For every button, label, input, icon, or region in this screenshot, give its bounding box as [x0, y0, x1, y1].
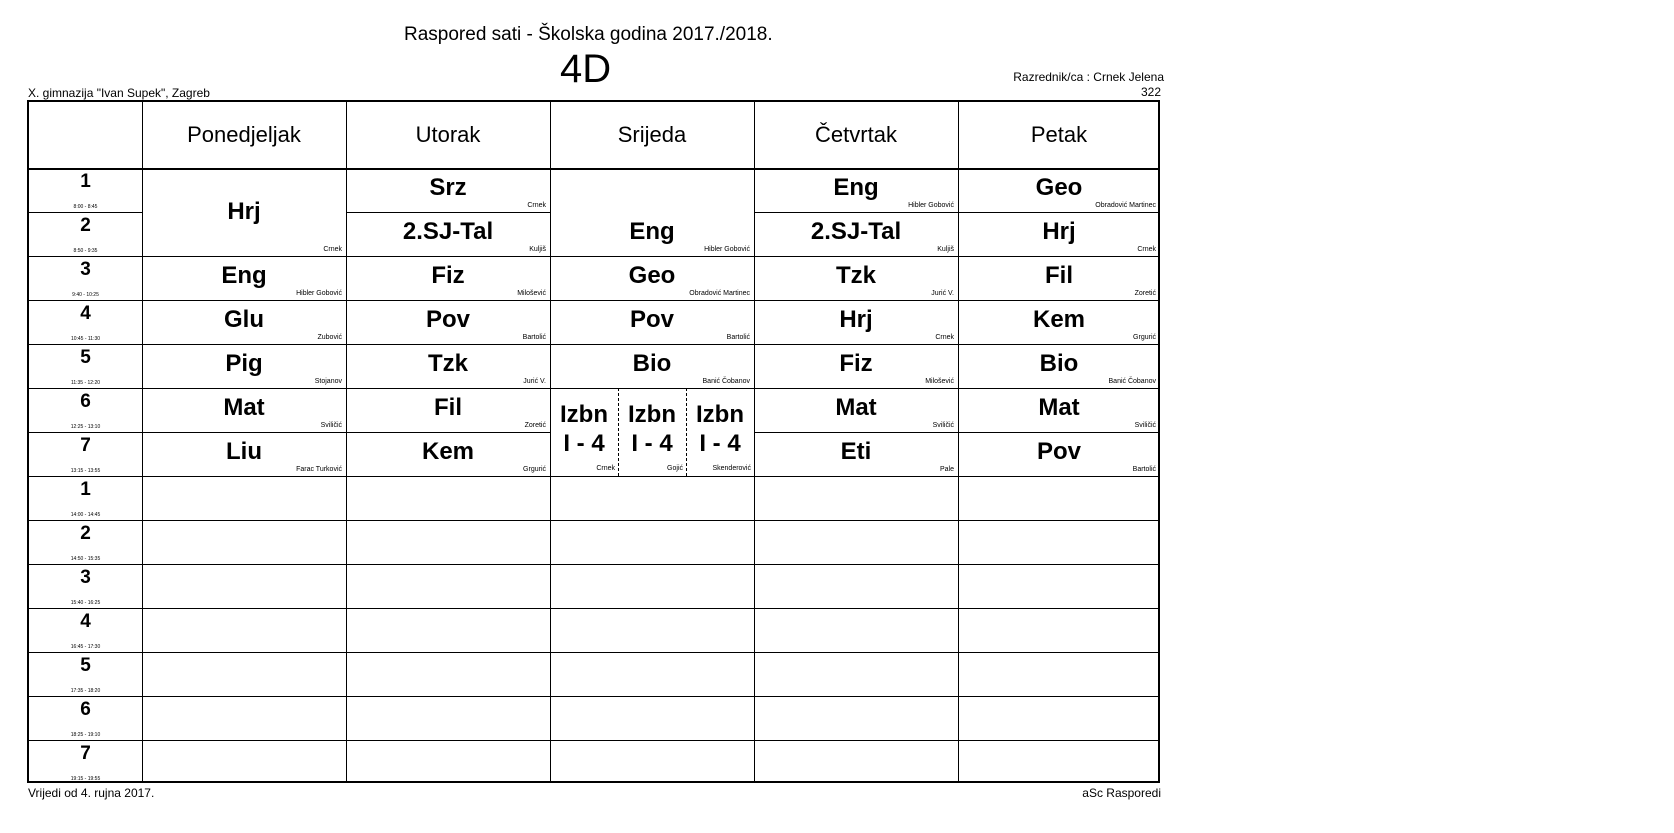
- lesson-subject: Kem: [421, 438, 475, 465]
- period-time: 18:25 - 19:10: [70, 732, 101, 738]
- page-title: Raspored sati - Školska godina 2017./2018.: [404, 24, 773, 45]
- day-header-monday: Ponedjeljak: [187, 122, 301, 147]
- lesson-teacher: Banić Čobanov: [1108, 378, 1156, 385]
- period-cell: [29, 388, 142, 432]
- lesson-teacher: Sviličić: [1134, 422, 1156, 429]
- period-cell: [29, 432, 142, 476]
- period-cell: [29, 476, 142, 520]
- period-cell: [29, 740, 142, 784]
- lesson-teacher: Sviličić: [932, 422, 954, 429]
- lesson-cell: [958, 388, 1160, 432]
- lesson-cell: [754, 344, 958, 388]
- lesson-cell: [142, 256, 346, 300]
- valid-from-note: Vrijedi od 4. rujna 2017.: [28, 786, 155, 800]
- lesson-subject: Srz: [429, 174, 467, 201]
- lesson-teacher: Stojanov: [314, 378, 342, 385]
- lesson-teacher: Crnek: [1137, 246, 1156, 253]
- lesson-teacher: Milošević: [925, 378, 954, 385]
- lesson-subject: Pov: [629, 306, 674, 333]
- lesson-teacher: Crnek: [323, 246, 342, 253]
- lesson-teacher: Kuljiš: [529, 246, 546, 253]
- day-header-friday: Petak: [1030, 122, 1088, 147]
- lesson-teacher: Obradović Martinec: [689, 290, 750, 297]
- lesson-teacher: Kuljiš: [937, 246, 954, 253]
- lesson-cell: [346, 300, 550, 344]
- lesson-teacher: Grgurić: [523, 466, 546, 473]
- lesson-subject: Fil: [434, 394, 462, 421]
- period-time: 9:40 - 10:25: [72, 292, 99, 298]
- lesson-teacher: Milošević: [517, 290, 546, 297]
- lesson-teacher: Jurić V.: [523, 378, 546, 385]
- period-number: 5: [80, 347, 91, 368]
- group-lesson-subject: Izbn I - 4: [628, 401, 676, 457]
- class-name: 4D: [560, 47, 612, 91]
- lesson-subject: Pov: [425, 306, 470, 333]
- period-time: 17:35 - 18:20: [70, 688, 101, 694]
- lesson-cell: [754, 388, 958, 432]
- lesson-cell: [550, 212, 754, 256]
- lesson-subject: Liu: [226, 438, 262, 465]
- group-lesson-teacher: Crnek: [596, 465, 615, 472]
- lesson-subject: Geo: [628, 262, 676, 289]
- lesson-cell: [754, 432, 958, 476]
- period-cell: [29, 256, 142, 300]
- lesson-teacher: Banić Čobanov: [702, 378, 750, 385]
- lesson-cell: [142, 344, 346, 388]
- group-lesson-teacher: Gojić: [667, 465, 683, 472]
- lesson-cell: [346, 168, 550, 212]
- period-cell: [29, 696, 142, 740]
- period-number: 2: [80, 215, 91, 236]
- day-header-wednesday: Srijeda: [617, 122, 687, 147]
- period-time: 14:00 - 14:45: [70, 512, 101, 518]
- software-brand: aSc Rasporedi: [1082, 786, 1161, 800]
- period-cell: [29, 168, 142, 212]
- lesson-cell: [142, 168, 346, 256]
- period-number: 3: [80, 259, 91, 280]
- lesson-subject: Mat: [1038, 394, 1080, 421]
- lesson-cell: [346, 388, 550, 432]
- lesson-cell: [550, 256, 754, 300]
- lesson-subject: Mat: [835, 394, 877, 421]
- room-number: 322: [1140, 85, 1161, 99]
- day-header-tuesday: Utorak: [415, 122, 481, 147]
- period-cell: [29, 564, 142, 608]
- lesson-teacher: Bartolić: [726, 334, 750, 341]
- period-cell: [29, 300, 142, 344]
- lesson-cell: [142, 432, 346, 476]
- period-number: 2: [80, 523, 91, 544]
- lesson-cell: [754, 168, 958, 212]
- lesson-subject: Glu: [224, 306, 264, 333]
- group-lesson-cell: [686, 388, 754, 476]
- lesson-subject: Tzk: [427, 350, 468, 377]
- period-cell: [29, 212, 142, 256]
- lesson-teacher: Jurić V.: [931, 290, 954, 297]
- lesson-teacher: Farac Turković: [296, 466, 342, 473]
- lesson-subject: Geo: [1035, 174, 1083, 201]
- period-time: 10:45 - 11:30: [70, 336, 101, 342]
- period-time: 8:00 - 8:45: [73, 204, 98, 210]
- lesson-cell: [550, 300, 754, 344]
- lesson-teacher: Obradović Martinec: [1095, 202, 1156, 209]
- lesson-teacher: Sviličić: [320, 422, 342, 429]
- group-lesson-cell: [550, 388, 618, 476]
- period-number: 6: [80, 699, 91, 720]
- lesson-subject: 2.SJ-Tal: [402, 218, 494, 245]
- period-number: 4: [80, 303, 91, 324]
- lesson-subject: Pov: [1036, 438, 1081, 465]
- period-cell: [29, 344, 142, 388]
- lesson-teacher: Zoretić: [524, 422, 546, 429]
- lesson-subject: Eti: [840, 438, 872, 465]
- lesson-cell: [142, 388, 346, 432]
- lesson-cell: [958, 168, 1160, 212]
- lesson-cell: [346, 432, 550, 476]
- lesson-subject: Mat: [223, 394, 265, 421]
- lesson-teacher: Bartolić: [1132, 466, 1156, 473]
- lesson-cell: [958, 212, 1160, 256]
- lesson-subject: Kem: [1032, 306, 1086, 333]
- timetable-grid: [27, 100, 1160, 783]
- lesson-cell: [550, 344, 754, 388]
- group-lesson-teacher: Skenderović: [712, 465, 751, 472]
- period-number: 1: [80, 171, 91, 192]
- lesson-cell: [346, 212, 550, 256]
- group-lesson-subject: Izbn I - 4: [560, 401, 608, 457]
- period-cell: [29, 520, 142, 564]
- lesson-subject: Eng: [833, 174, 879, 201]
- lesson-cell: [754, 212, 958, 256]
- lesson-teacher: Grgurić: [1133, 334, 1156, 341]
- lesson-subject: Pig: [225, 350, 263, 377]
- day-header-thursday: Četvrtak: [815, 122, 897, 147]
- period-time: 12:25 - 13:10: [70, 424, 101, 430]
- period-number: 7: [80, 435, 91, 456]
- period-number: 6: [80, 391, 91, 412]
- lesson-subject: Eng: [221, 262, 267, 289]
- group-lesson-cell: [618, 388, 686, 476]
- lesson-subject: Bio: [1039, 350, 1079, 377]
- lesson-subject: Eng: [629, 218, 675, 245]
- lesson-cell: [958, 432, 1160, 476]
- lesson-teacher: Hibler Gobović: [704, 246, 750, 253]
- group-lesson-block: [550, 388, 754, 476]
- period-time: 13:15 - 13:55: [70, 468, 101, 474]
- period-time: 8:50 - 9:35: [73, 248, 98, 254]
- lesson-teacher: Hibler Gobović: [296, 290, 342, 297]
- lesson-cell: [958, 300, 1160, 344]
- lesson-cell: [754, 300, 958, 344]
- group-lesson-subject: Izbn I - 4: [696, 401, 744, 457]
- period-time: 11:35 - 12:20: [70, 380, 101, 386]
- lesson-teacher: Crnek: [527, 202, 546, 209]
- period-number: 4: [80, 611, 91, 632]
- period-number: 1: [80, 479, 91, 500]
- lesson-subject: Fiz: [431, 262, 465, 289]
- period-number: 3: [80, 567, 91, 588]
- lesson-subject: Fiz: [839, 350, 873, 377]
- lesson-subject: Hrj: [1042, 218, 1076, 245]
- lesson-subject: Bio: [632, 350, 672, 377]
- lesson-teacher: Crnek: [935, 334, 954, 341]
- school-name: X. gimnazija "Ivan Supek", Zagreb: [28, 86, 210, 100]
- lesson-teacher: Pale: [939, 466, 954, 473]
- period-number: 7: [80, 743, 91, 764]
- lesson-cell: [346, 256, 550, 300]
- lesson-teacher: Bartolić: [522, 334, 546, 341]
- period-cell: [29, 652, 142, 696]
- period-time: 15:40 - 16:25: [70, 600, 101, 606]
- lesson-cell: [754, 256, 958, 300]
- lesson-cell: [958, 344, 1160, 388]
- lesson-teacher: Zubović: [317, 334, 342, 341]
- lesson-cell: [958, 256, 1160, 300]
- period-time: 19:15 - 19:55: [70, 776, 101, 782]
- lesson-cell: [346, 344, 550, 388]
- period-cell: [29, 608, 142, 652]
- period-number: 5: [80, 655, 91, 676]
- lesson-subject: Tzk: [835, 262, 876, 289]
- period-time: 16:45 - 17:30: [70, 644, 101, 650]
- lesson-subject: Hrj: [839, 306, 873, 333]
- lesson-teacher: Zoretić: [1134, 290, 1156, 297]
- period-time: 14:50 - 15:35: [70, 556, 101, 562]
- lesson-subject: Fil: [1045, 262, 1073, 289]
- lesson-subject: Hrj: [227, 198, 261, 225]
- lesson-cell: [142, 300, 346, 344]
- lesson-teacher: Hibler Gobović: [908, 202, 954, 209]
- class-teacher: Razrednik/ca : Crnek Jelena: [1013, 70, 1164, 84]
- lesson-subject: 2.SJ-Tal: [810, 218, 902, 245]
